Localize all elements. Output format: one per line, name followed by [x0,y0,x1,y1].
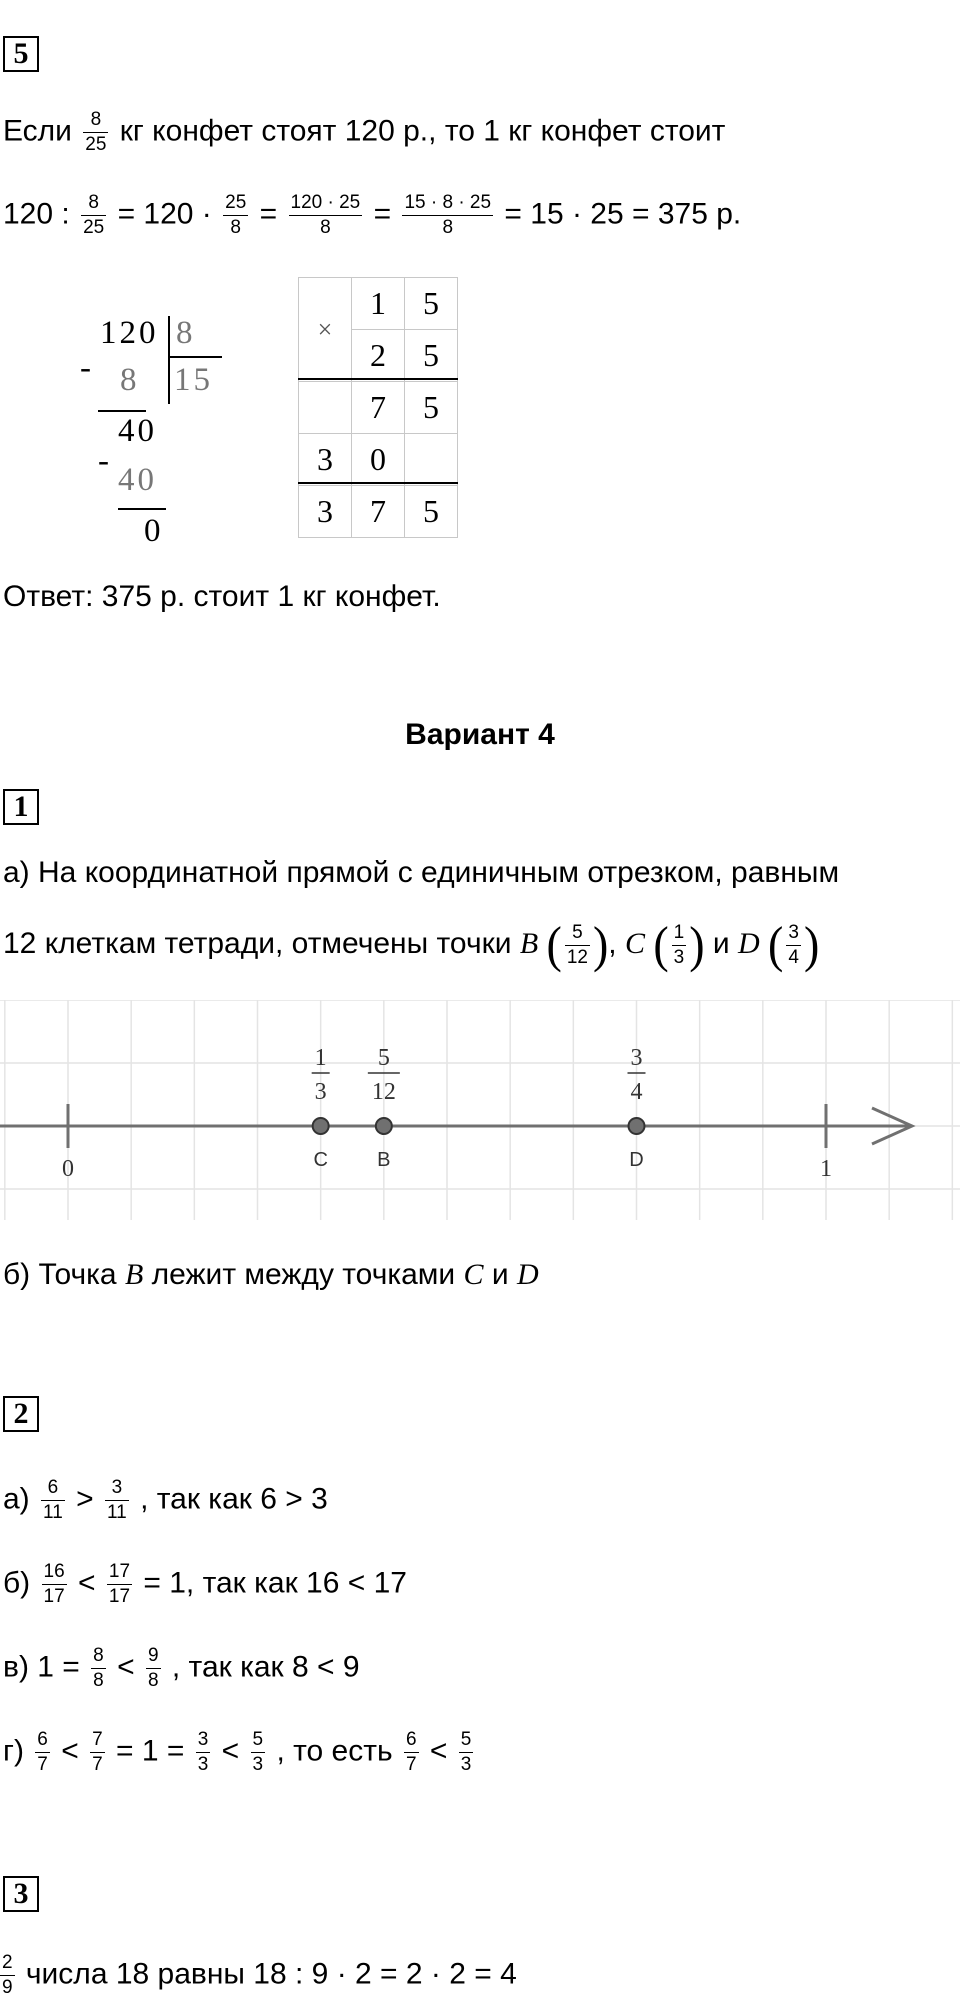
minus-sign: - [80,350,91,386]
subtract-line [118,508,166,510]
multiplication-row [299,278,458,330]
multiplication-row [299,382,458,434]
task-number-box [3,36,39,72]
tick-label-one: 1 [820,1156,832,1182]
fraction: $\frac{2}{9}$ [2,1952,13,1998]
fraction: $\frac{15 \cdot 8 \cdot 25}{8}$ [404,192,492,238]
fraction: $\frac{8}{25}$ [83,192,105,238]
multiplication-grid [298,277,458,538]
task-number: 2 [13,1397,29,1430]
fraction: $\frac{17}{17}$ [108,1561,131,1607]
task-number-box [3,789,39,825]
point-label: C [624,926,645,960]
subtract-line [98,410,146,412]
fraction: $\frac{7}{7}$ [92,1729,103,1775]
point-fraction-numerator: 1 [314,1045,327,1071]
multiplication-cell [299,382,352,434]
product-line [298,378,458,380]
point-label-C: C [313,1149,328,1171]
sum-line [298,482,458,484]
division-bar [168,316,170,404]
multiplication-cell: 5 [405,330,458,382]
point-fraction-numerator: 3 [630,1045,643,1071]
point-fraction-denominator: 3 [314,1079,327,1105]
fraction: $\frac{8}{25}$ [85,109,107,155]
remainder: 40 [118,413,157,449]
task3-text: $\frac{2}{9}$ числа 18 равны 18 : 9 · 2 = 2 · 2 = 4 [2,1952,517,1998]
fraction: $\frac{16}{17}$ [43,1561,65,1607]
task-number: 5 [13,37,29,70]
point-label-B: B [377,1149,391,1171]
subtrahend: 40 [118,462,157,498]
task2-b: б) $\frac{16}{17}$ < $\frac{17}{17}$ = 1, так как 16 < 17 [3,1561,407,1607]
point-label: D [738,926,760,960]
number-line-chart [0,1000,960,1240]
subtrahend: 8 [120,362,137,398]
point-fraction-numerator: 5 [377,1045,390,1071]
column-multiplication [298,277,458,538]
variant-heading: Вариант 4 [405,718,555,751]
multiplication-cell: 3 [299,486,352,538]
multiplication-cell [405,434,458,486]
quotient: 15 [174,362,213,398]
fraction: $\frac{120 \cdot 25}{8}$ [290,192,361,238]
fraction: $\frac{3}{4}$ [788,921,799,968]
quotient-line [170,356,222,358]
fraction: $\frac{5}{3}$ [252,1729,264,1775]
tick-label-zero: 0 [62,1156,74,1182]
fraction: $\frac{3}{3}$ [197,1729,209,1775]
fraction: $\frac{3}{11}$ [106,1477,127,1523]
point-fraction-denominator: 12 [371,1079,396,1105]
task1-b-text: б) Точка B лежит между точками C и D [3,1258,539,1291]
answer-text: Ответ: 375 р. стоит 1 кг конфет. [3,580,441,613]
fraction: $\frac{5}{12}$ [566,921,588,968]
text: кг конфет стоят 120 р., то 1 кг конфет стоит [119,114,726,148]
text: Если [3,114,72,148]
minus-sign: - [98,443,109,479]
point-label: B [519,926,539,960]
multiplication-row [299,486,458,538]
dividend: 120 [100,315,159,351]
multiplication-cell: 7 [352,382,405,434]
task-number: 1 [13,790,29,823]
point-D [629,1118,645,1134]
point-fraction-denominator: 4 [630,1079,643,1105]
multiplication-cell: 0 [352,434,405,486]
task5-line2: 120 : $\frac{8}{25}$ = 120 · $\frac{25}{8}$ = $\frac{120 \cdot 25}{8}$ = $\frac{15 \cdot 8 \cdot 25}{8}$ = 15 · 25 = 375 р. [3,192,742,238]
fraction: $\frac{6}{7}$ [37,1729,48,1775]
task5-line1 [3,110,725,155]
multiplication-cell: 2 [352,330,405,382]
point-label-D: D [629,1149,644,1171]
fraction: $\frac{5}{3}$ [460,1729,472,1775]
multiplication-cell: 5 [405,278,458,330]
fraction: $\frac{1}{3}$ [673,921,685,968]
task-number-box [3,1396,39,1432]
multiplication-cell: 1 [352,278,405,330]
fraction: $\frac{6}{11}$ [43,1477,63,1523]
task2-d: г) $\frac{6}{7}$ < $\frac{7}{7}$ = 1 = $\frac{3}{3}$ < $\frac{5}{3}$ , то есть $\frac{6}{7}$ < $\frac{5}{3}$ [3,1729,472,1775]
multiplication-cell: 5 [405,382,458,434]
task1-text: а) На координатной прямой с единичным отрезком, равным [3,856,840,889]
task2-c: в) 1 = $\frac{8}{8}$ < $\frac{9}{8}$ , так как 8 < 9 [3,1645,360,1691]
task-number: 3 [13,1877,29,1910]
task1-points-line: 12 клеткам тетради, отмечены точки B ( $\frac{5}{12}$ ), C ( $\frac{1}{3}$ ) и D ( $\frac{3}{4}$ ) [3,916,820,973]
task2-a: а) $\frac{6}{11}$ > $\frac{3}{11}$ , так как 6 > 3 [3,1477,328,1523]
divisor: 8 [176,315,193,351]
fraction: $\frac{25}{8}$ [225,192,247,238]
multiplication-cell: × [299,278,352,382]
fraction: $\frac{9}{8}$ [147,1645,159,1691]
fraction: $\frac{8}{8}$ [93,1645,104,1691]
multiplication-cell: 5 [405,486,458,538]
final-remainder: 0 [144,513,161,549]
multiplication-cell: 7 [352,486,405,538]
multiplication-cell: 3 [299,434,352,486]
point-C [313,1118,329,1134]
fraction: $\frac{6}{7}$ [405,1729,417,1775]
long-division [70,310,240,550]
point-B [376,1118,392,1134]
multiplication-row [299,434,458,486]
task-number-box [3,1876,39,1912]
